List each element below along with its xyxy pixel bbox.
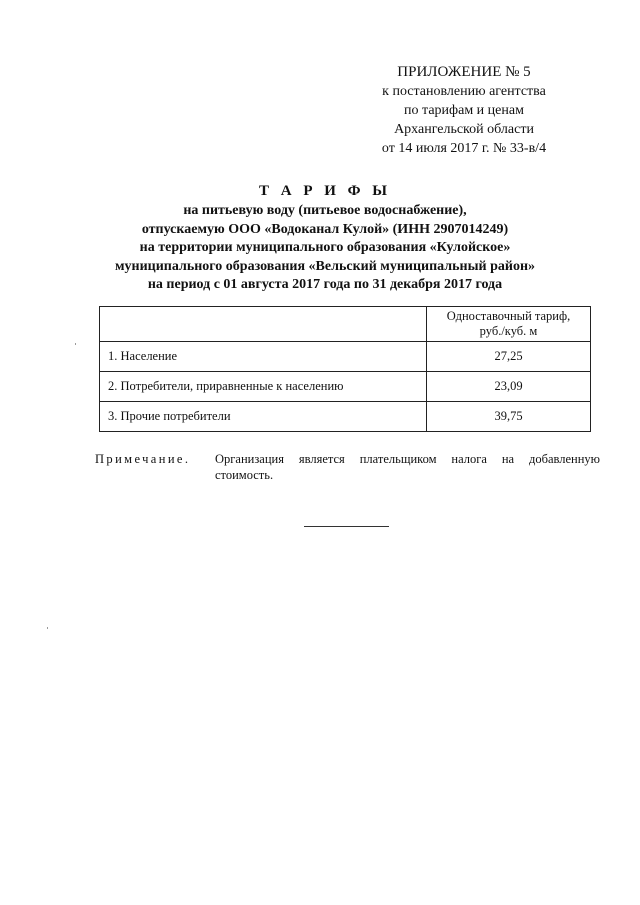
table-row	[100, 372, 591, 402]
heading-line: на период с 01 августа 2017 года по 31 декабря 2017 года	[147, 277, 503, 293]
row-value-cell: 27,25	[427, 342, 591, 372]
appendix-line: от 14 июля 2017 г. № 33-в/4	[381, 141, 547, 156]
tariff-table	[99, 306, 591, 432]
row-value-cell: 23,09	[427, 372, 591, 402]
row-name-cell: 2. Потребители, приравненные к населению	[100, 372, 427, 402]
table-row	[100, 402, 591, 432]
heading-line: на территории муниципального образования «Кулойское»	[139, 240, 511, 256]
appendix-line: Архангельской области	[394, 122, 534, 137]
note-text: Организация является плательщиком налога на добавленную стоимость.	[215, 452, 600, 482]
row-value-cell: 39,75	[427, 402, 591, 432]
table-header-row	[100, 307, 591, 342]
row-name-cell: 3. Прочие потребители	[100, 402, 427, 432]
row-name-cell: 1. Население	[100, 342, 427, 372]
separator-line	[304, 526, 389, 527]
header-tariff-label: Одноставочный тариф,	[446, 309, 571, 323]
appendix-block	[330, 62, 598, 158]
heading-title: Т А Р И Ф Ы	[258, 183, 392, 199]
note-label: Примечание.	[95, 452, 191, 466]
scan-mark	[75, 343, 76, 345]
header-name-cell	[100, 307, 427, 342]
heading-line: отпускаемую ООО «Водоканал Кулой» (ИНН 2907014249)	[141, 221, 509, 237]
header-tariff-unit: руб./куб. м	[479, 324, 538, 338]
heading-line: на питьевую воду (питьевое водоснабжение),	[183, 203, 467, 218]
document-heading	[60, 180, 590, 295]
appendix-line: к постановлению агентства	[382, 84, 546, 99]
appendix-title: ПРИЛОЖЕНИЕ № 5	[397, 64, 531, 80]
appendix-line: по тарифам и ценам	[404, 103, 524, 118]
scan-mark	[47, 627, 48, 629]
heading-line: муниципального образования «Вельский муниципальный район»	[114, 258, 536, 274]
table-row	[100, 342, 591, 372]
header-tariff-cell	[427, 307, 591, 342]
